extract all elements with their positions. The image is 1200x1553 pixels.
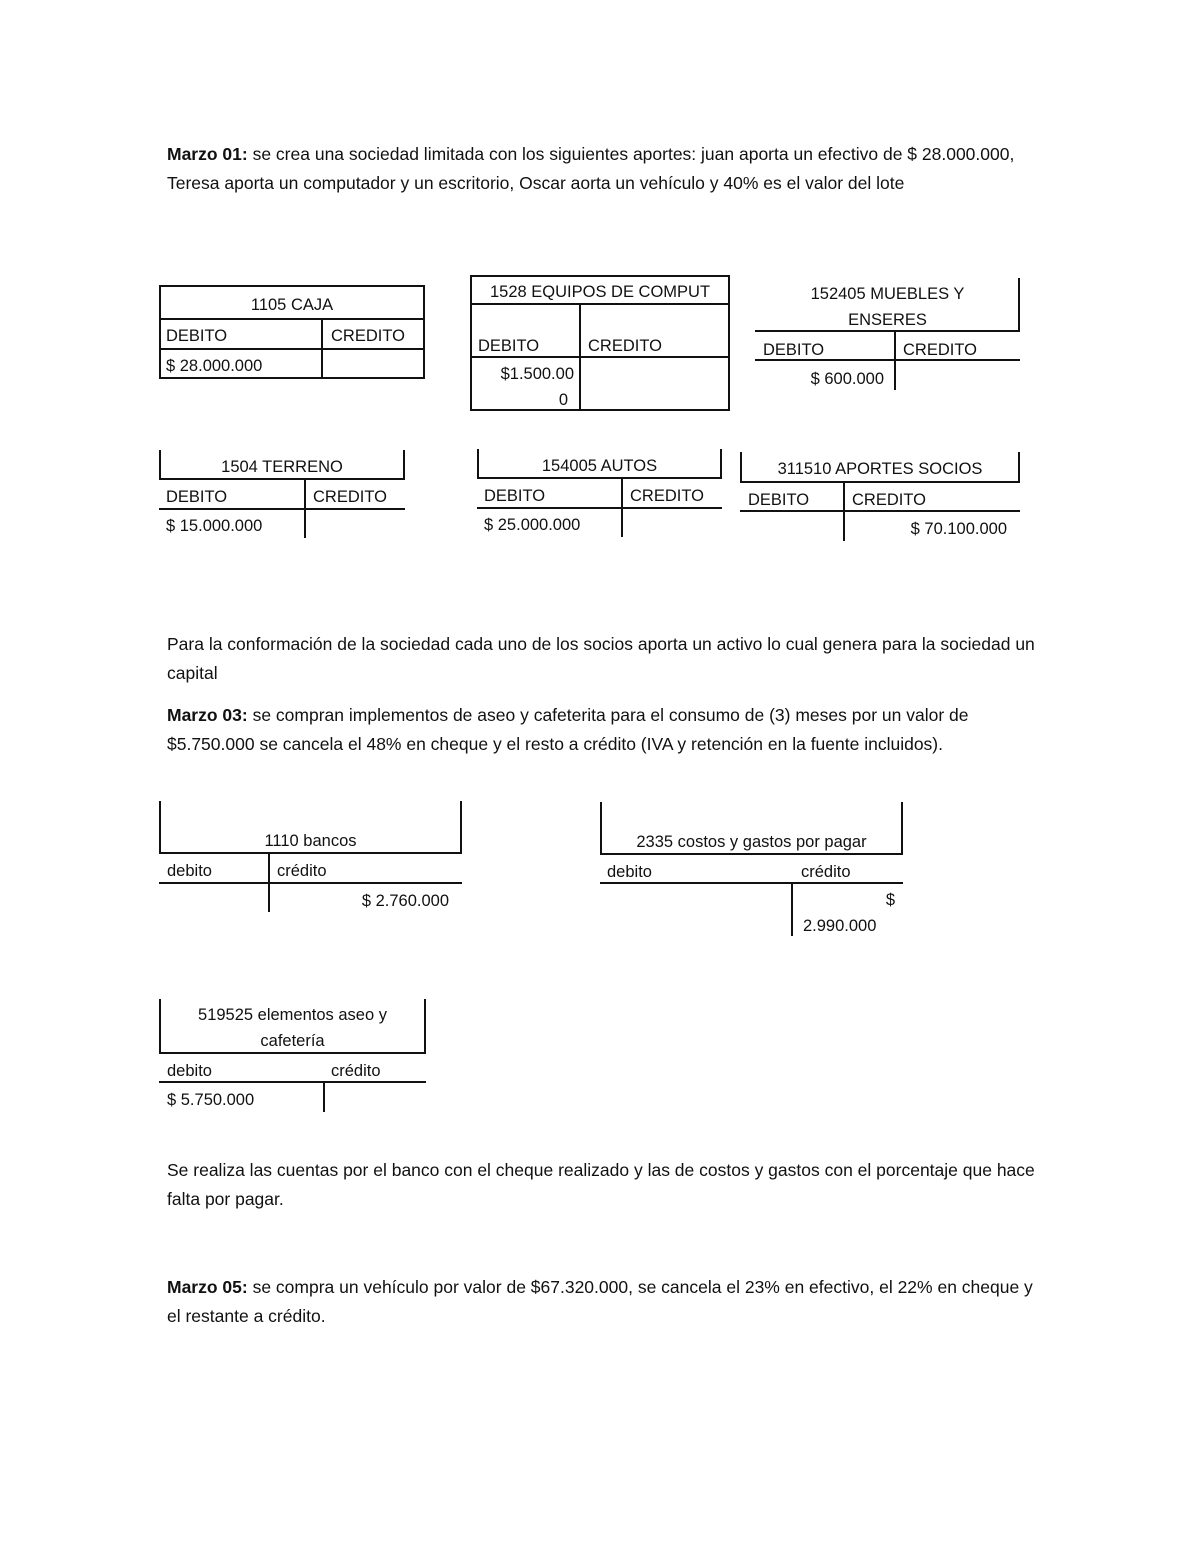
account-title: 311510 APORTES SOCIOS [777, 460, 983, 478]
account-title: 1528 EQUIPOS DE COMPUT [489, 283, 711, 301]
paragraph-conformacion [167, 630, 1047, 687]
debit-label: DEBITO [484, 487, 546, 505]
credit-label: CREDITO [630, 487, 704, 505]
paragraph-marzo-03 [167, 701, 1047, 758]
debit-label: DEBITO [166, 327, 228, 345]
paragraph-marzo-01 [167, 140, 1047, 197]
paragraph-text: se compran implementos de aseo y cafeterita para el consumo de (3) meses por un valor de $5.750.000 se cancela el 48% en cheque y el resto a crédito (IVA y retención en la fuente incluidos). [167, 705, 969, 754]
account-title: 152405 MUEBLES Y [810, 285, 965, 303]
paragraph-cuentas-banco [167, 1156, 1047, 1213]
date-label: Marzo 03: [167, 705, 248, 725]
account-title-continued: cafetería [260, 1032, 325, 1050]
credit-amount: $ 2.760.000 [361, 892, 449, 910]
debit-amount: $ 5.750.000 [167, 1091, 255, 1109]
account-title: 2335 costos y gastos por pagar [636, 833, 867, 851]
debit-label: debito [167, 862, 212, 880]
debit-amount: $ 25.000.000 [484, 516, 581, 534]
credit-amount: 2.990.000 [803, 917, 877, 935]
credit-label: crédito [277, 862, 327, 880]
debit-label: DEBITO [478, 337, 540, 355]
debit-amount: $ 15.000.000 [166, 517, 263, 535]
paragraph-text: Se realiza las cuentas por el banco con el cheque realizado y las de costos y gastos con el porcentaje que hace falta por pagar. [167, 1160, 1035, 1209]
paragraph-text: se compra un vehículo por valor de $67.320.000, se cancela el 23% en efectivo, el 22% en cheque y el restante a crédito. [167, 1277, 1033, 1326]
date-label: Marzo 01: [167, 144, 248, 164]
debit-amount: $1.500.00 [500, 365, 574, 383]
credit-label: CREDITO [903, 341, 977, 359]
credit-amount: $ 70.100.000 [910, 520, 1007, 538]
debit-amount: $ 600.000 [810, 370, 884, 388]
credit-label: CREDITO [852, 491, 926, 509]
account-title: 1105 CAJA [250, 296, 334, 314]
paragraph-text: Para la conformación de la sociedad cada uno de los socios aporta un activo lo cual genera para la sociedad un capital [167, 634, 1035, 683]
debit-label: DEBITO [748, 491, 810, 509]
paragraph-marzo-05 [167, 1273, 1047, 1330]
credit-label: crédito [801, 863, 851, 881]
credit-label: CREDITO [313, 488, 387, 506]
account-title-continued: ENSERES [848, 311, 927, 329]
debit-label: DEBITO [166, 488, 228, 506]
account-title: 1504 TERRENO [221, 458, 343, 476]
credit-currency: $ [885, 891, 895, 909]
credit-label: crédito [331, 1062, 381, 1080]
credit-label: CREDITO [588, 337, 662, 355]
debit-label: DEBITO [763, 341, 825, 359]
date-label: Marzo 05: [167, 1277, 248, 1297]
account-title: 519525 elementos aseo y [198, 1006, 387, 1024]
account-title: 154005 AUTOS [541, 457, 658, 475]
debit-amount-continued: 0 [558, 391, 568, 409]
debit-label: debito [607, 863, 652, 881]
debit-label: debito [167, 1062, 212, 1080]
paragraph-text: se crea una sociedad limitada con los siguientes aportes: juan aporta un efectivo de $ 28.000.000, Teresa aporta un computador y un escritorio, Oscar aorta un vehículo y 40% es el valor del lote [167, 144, 1015, 193]
credit-label: CREDITO [331, 327, 405, 345]
debit-amount: $ 28.000.000 [166, 357, 263, 375]
account-title: 1110 bancos [264, 832, 357, 850]
